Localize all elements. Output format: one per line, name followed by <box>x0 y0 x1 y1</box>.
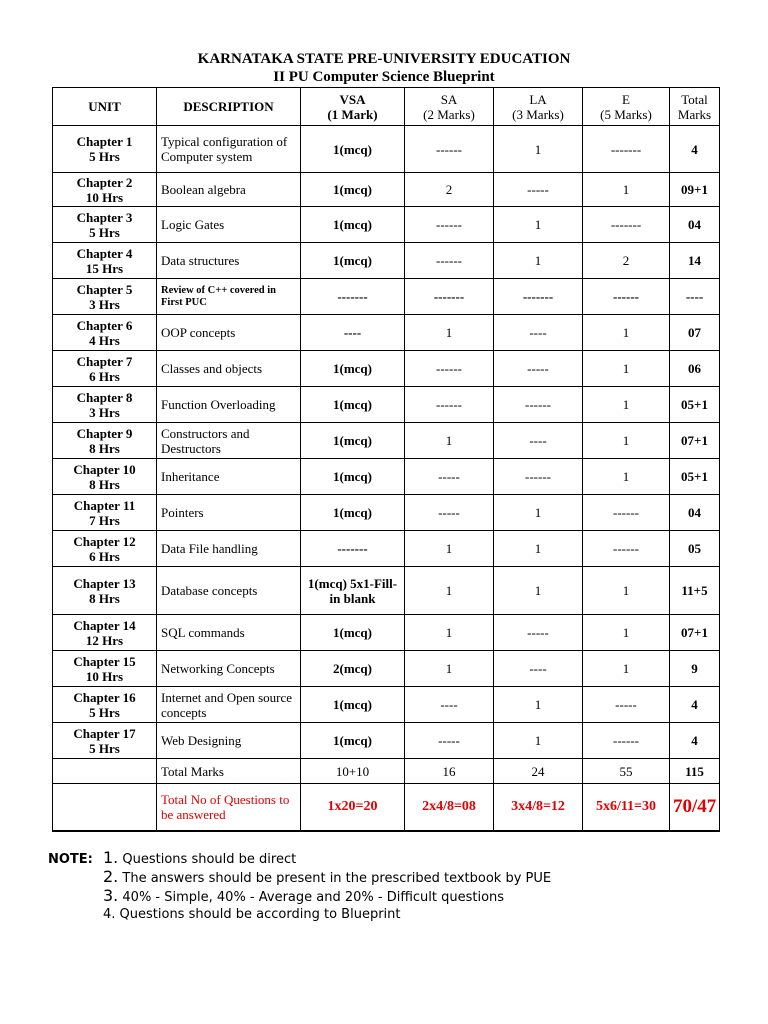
table-row <box>53 243 720 279</box>
chapter-name: Chapter 3 <box>76 209 133 225</box>
unit-cell <box>53 207 157 243</box>
la-cell: 1 <box>494 567 583 615</box>
e-cell: ------ <box>583 723 670 759</box>
answered-vsa: 1x20=20 <box>301 784 405 831</box>
answered-sa: 2x4/8=08 <box>405 784 494 831</box>
total-cell: 04 <box>670 495 720 531</box>
vsa-cell: 1(mcq) <box>301 207 405 243</box>
header-total <box>670 88 720 126</box>
total-cell: 4 <box>670 126 720 173</box>
chapter-name: Chapter 17 <box>73 725 136 741</box>
chapter-hours: 5 Hrs <box>89 224 120 240</box>
chapter-hours: 12 Hrs <box>85 632 124 648</box>
e-cell: 1 <box>583 615 670 651</box>
unit-cell <box>53 459 157 495</box>
notes-label: NOTE: <box>48 852 93 867</box>
description-cell: Boolean algebra <box>157 173 301 207</box>
note-item <box>103 868 551 888</box>
la-cell: 1 <box>494 243 583 279</box>
description-cell: SQL commands <box>157 615 301 651</box>
description-cell: Constructors and Destructors <box>157 423 301 459</box>
chapter-name: Chapter 10 <box>73 461 136 477</box>
unit-cell <box>53 723 157 759</box>
total-cell: 07+1 <box>670 423 720 459</box>
chapter-name: Chapter 8 <box>76 389 133 405</box>
la-cell: ------ <box>494 459 583 495</box>
document-title: KARNATAKA STATE PRE-UNIVERSITY EDUCATION <box>197 51 571 67</box>
vsa-cell: ------- <box>301 531 405 567</box>
sa-cell: 2 <box>405 173 494 207</box>
description-cell: Logic Gates <box>157 207 301 243</box>
e-cell: 1 <box>583 459 670 495</box>
note-item <box>103 849 296 869</box>
description-cell: Inheritance <box>157 459 301 495</box>
sa-cell: ----- <box>405 723 494 759</box>
note-text: 40% - Simple, 40% - Average and 20% - Difficult questions <box>118 890 505 905</box>
total-cell: 06 <box>670 351 720 387</box>
note-text: The answers should be present in the prescribed textbook by PUE <box>118 871 552 886</box>
table-row <box>53 387 720 423</box>
la-cell: ---- <box>494 423 583 459</box>
totals-total: 115 <box>670 759 720 784</box>
sa-cell: 1 <box>405 531 494 567</box>
table-row <box>53 531 720 567</box>
total-cell: 14 <box>670 243 720 279</box>
header-e <box>583 88 670 126</box>
sa-cell: ---- <box>405 687 494 723</box>
description-cell: OOP concepts <box>157 315 301 351</box>
vsa-cell: ------- <box>301 279 405 315</box>
vsa-cell: 1(mcq) <box>301 459 405 495</box>
description-cell: Internet and Open source concepts <box>157 687 301 723</box>
vsa-cell: 1(mcq) <box>301 173 405 207</box>
total-cell: ---- <box>670 279 720 315</box>
vsa-cell: 1(mcq) <box>301 615 405 651</box>
unit-cell <box>53 279 157 315</box>
chapter-hours: 4 Hrs <box>89 332 120 348</box>
e-cell: 1 <box>583 351 670 387</box>
description-cell: Data File handling <box>157 531 301 567</box>
total-cell: 05 <box>670 531 720 567</box>
header-sa <box>405 88 494 126</box>
note-number: 2. <box>103 867 119 886</box>
chapter-hours: 3 Hrs <box>89 296 120 312</box>
table-row <box>53 279 720 315</box>
answered-blank <box>53 784 157 831</box>
vsa-cell: 1(mcq) 5x1-Fill-in blank <box>301 567 405 615</box>
description-cell: Web Designing <box>157 723 301 759</box>
unit-cell <box>53 387 157 423</box>
totals-label: Total Marks <box>157 759 301 784</box>
chapter-name: Chapter 5 <box>76 281 133 297</box>
total-cell: 4 <box>670 687 720 723</box>
table-row <box>53 459 720 495</box>
sa-cell: 1 <box>405 615 494 651</box>
vsa-cell: 1(mcq) <box>301 723 405 759</box>
header-description: DESCRIPTION <box>157 88 301 126</box>
table-row <box>53 495 720 531</box>
vsa-cell: 2(mcq) <box>301 651 405 687</box>
chapter-name: Chapter 1 <box>76 134 133 149</box>
header-vsa <box>301 88 405 126</box>
chapter-hours: 6 Hrs <box>89 368 120 384</box>
vsa-cell: ---- <box>301 315 405 351</box>
header-total-label: Total <box>681 91 708 107</box>
la-cell: 1 <box>494 207 583 243</box>
la-cell: ------- <box>494 279 583 315</box>
e-cell: ------- <box>583 207 670 243</box>
totals-sa: 16 <box>405 759 494 784</box>
chapter-name: Chapter 4 <box>76 245 133 261</box>
sa-cell: 1 <box>405 423 494 459</box>
chapter-name: Chapter 12 <box>73 533 136 549</box>
answered-label: Total No of Questions to be answered <box>157 784 301 831</box>
header-la-label: LA <box>529 91 547 107</box>
header-sa-sub: (2 Marks) <box>423 106 475 122</box>
chapter-name: Chapter 6 <box>76 317 133 333</box>
unit-cell <box>53 423 157 459</box>
chapter-hours: 10 Hrs <box>85 668 124 684</box>
chapter-hours: 5 Hrs <box>89 704 120 720</box>
chapter-hours: 3 Hrs <box>89 404 120 420</box>
la-cell: ---- <box>494 315 583 351</box>
e-cell: 1 <box>583 651 670 687</box>
description-cell: Function Overloading <box>157 387 301 423</box>
totals-row <box>53 759 720 784</box>
sa-cell: 1 <box>405 315 494 351</box>
e-cell: ------ <box>583 495 670 531</box>
vsa-cell: 1(mcq) <box>301 687 405 723</box>
description-cell: Networking Concepts <box>157 651 301 687</box>
vsa-cell: 1(mcq) <box>301 351 405 387</box>
totals-la: 24 <box>494 759 583 784</box>
note-number: 4. <box>103 907 116 922</box>
table-row <box>53 567 720 615</box>
chapter-name: Chapter 2 <box>76 174 133 190</box>
table-row <box>53 173 720 207</box>
la-cell: 1 <box>494 687 583 723</box>
note-item <box>103 906 401 924</box>
sa-cell: ------ <box>405 207 494 243</box>
sa-cell: 1 <box>405 651 494 687</box>
header-e-sub: (5 Marks) <box>600 106 652 122</box>
table-row <box>53 423 720 459</box>
chapter-name: Chapter 15 <box>73 653 136 669</box>
chapter-name: Chapter 9 <box>76 425 133 441</box>
sa-cell: ------- <box>405 279 494 315</box>
unit-cell <box>53 315 157 351</box>
totals-blank <box>53 759 157 784</box>
answered-row <box>53 784 720 831</box>
table-header-row <box>53 88 720 126</box>
header-vsa-sub: (1 Mark) <box>327 106 378 122</box>
blueprint-table <box>52 87 720 832</box>
answered-la: 3x4/8=12 <box>494 784 583 831</box>
header-vsa-label: VSA <box>339 91 366 107</box>
table-row <box>53 651 720 687</box>
table-row <box>53 126 720 173</box>
description-cell: Classes and objects <box>157 351 301 387</box>
e-cell: ------- <box>583 126 670 173</box>
chapter-hours: 15 Hrs <box>85 260 124 276</box>
note-number: 3. <box>103 886 119 905</box>
chapter-hours: 5 Hrs <box>89 740 120 756</box>
la-cell: 1 <box>494 531 583 567</box>
unit-cell <box>53 173 157 207</box>
unit-cell <box>53 243 157 279</box>
sa-cell: ----- <box>405 495 494 531</box>
chapter-name: Chapter 7 <box>76 353 133 369</box>
description-cell: Database concepts <box>157 567 301 615</box>
sa-cell: 1 <box>405 567 494 615</box>
total-cell: 07+1 <box>670 615 720 651</box>
chapter-name: Chapter 13 <box>73 575 136 591</box>
unit-cell <box>53 495 157 531</box>
e-cell: 1 <box>583 387 670 423</box>
la-cell: ------ <box>494 387 583 423</box>
vsa-cell: 1(mcq) <box>301 387 405 423</box>
chapter-hours: 10 Hrs <box>85 189 124 205</box>
document-subtitle: II PU Computer Science Blueprint <box>273 69 495 85</box>
unit-cell <box>53 531 157 567</box>
unit-cell <box>53 567 157 615</box>
header-la <box>494 88 583 126</box>
total-cell: 05+1 <box>670 387 720 423</box>
header-total-sub: Marks <box>677 106 712 122</box>
totals-e: 55 <box>583 759 670 784</box>
table-row <box>53 207 720 243</box>
vsa-cell: 1(mcq) <box>301 423 405 459</box>
e-cell: ------ <box>583 279 670 315</box>
total-cell: 4 <box>670 723 720 759</box>
e-cell: 1 <box>583 173 670 207</box>
note-number: 1. <box>103 848 119 867</box>
chapter-name: Chapter 14 <box>73 617 136 633</box>
sa-cell: ------ <box>405 387 494 423</box>
description-cell: Pointers <box>157 495 301 531</box>
chapter-hours: 7 Hrs <box>89 512 120 528</box>
header-la-sub: (3 Marks) <box>512 106 564 122</box>
e-cell: ------ <box>583 531 670 567</box>
la-cell: ----- <box>494 173 583 207</box>
la-cell: ---- <box>494 651 583 687</box>
chapter-name: Chapter 11 <box>73 497 136 513</box>
e-cell: 1 <box>583 423 670 459</box>
unit-cell <box>53 615 157 651</box>
e-cell: 1 <box>583 315 670 351</box>
totals-vsa: 10+10 <box>301 759 405 784</box>
total-cell: 07 <box>670 315 720 351</box>
chapter-hours: 5 Hrs <box>89 149 120 164</box>
header-unit: UNIT <box>53 88 157 126</box>
total-cell: 05+1 <box>670 459 720 495</box>
unit-cell <box>53 687 157 723</box>
unit-cell <box>53 351 157 387</box>
chapter-hours: 6 Hrs <box>89 548 120 564</box>
table-row <box>53 351 720 387</box>
total-cell: 09+1 <box>670 173 720 207</box>
total-cell: 11+5 <box>670 567 720 615</box>
la-cell: ----- <box>494 615 583 651</box>
total-cell: 9 <box>670 651 720 687</box>
table-row <box>53 615 720 651</box>
answered-e: 5x6/11=30 <box>583 784 670 831</box>
header-e-label: E <box>622 91 630 107</box>
chapter-name: Chapter 16 <box>73 689 136 705</box>
total-cell: 04 <box>670 207 720 243</box>
chapter-hours: 8 Hrs <box>89 590 120 606</box>
vsa-cell: 1(mcq) <box>301 243 405 279</box>
sa-cell: ------ <box>405 351 494 387</box>
table-row <box>53 315 720 351</box>
vsa-cell: 1(mcq) <box>301 495 405 531</box>
sa-cell: ------ <box>405 243 494 279</box>
note-item <box>103 887 504 907</box>
sa-cell: ------ <box>405 126 494 173</box>
la-cell: 1 <box>494 495 583 531</box>
unit-cell <box>53 651 157 687</box>
unit-cell <box>53 126 157 173</box>
description-cell: Data structures <box>157 243 301 279</box>
sa-cell: ----- <box>405 459 494 495</box>
la-cell: 1 <box>494 723 583 759</box>
la-cell: ----- <box>494 351 583 387</box>
note-text: Questions should be direct <box>118 852 297 867</box>
e-cell: ----- <box>583 687 670 723</box>
e-cell: 1 <box>583 567 670 615</box>
table-row <box>53 723 720 759</box>
chapter-hours: 8 Hrs <box>89 440 120 456</box>
vsa-cell: 1(mcq) <box>301 126 405 173</box>
answered-total: 70/47 <box>670 784 720 831</box>
chapter-hours: 8 Hrs <box>89 476 120 492</box>
la-cell: 1 <box>494 126 583 173</box>
description-cell: Typical configuration of Computer system <box>157 126 301 173</box>
note-text: Questions should be according to Blueprint <box>115 907 401 922</box>
e-cell: 2 <box>583 243 670 279</box>
header-sa-label: SA <box>440 91 458 107</box>
table-row <box>53 687 720 723</box>
description-cell: Review of C++ covered in First PUC <box>157 279 301 315</box>
